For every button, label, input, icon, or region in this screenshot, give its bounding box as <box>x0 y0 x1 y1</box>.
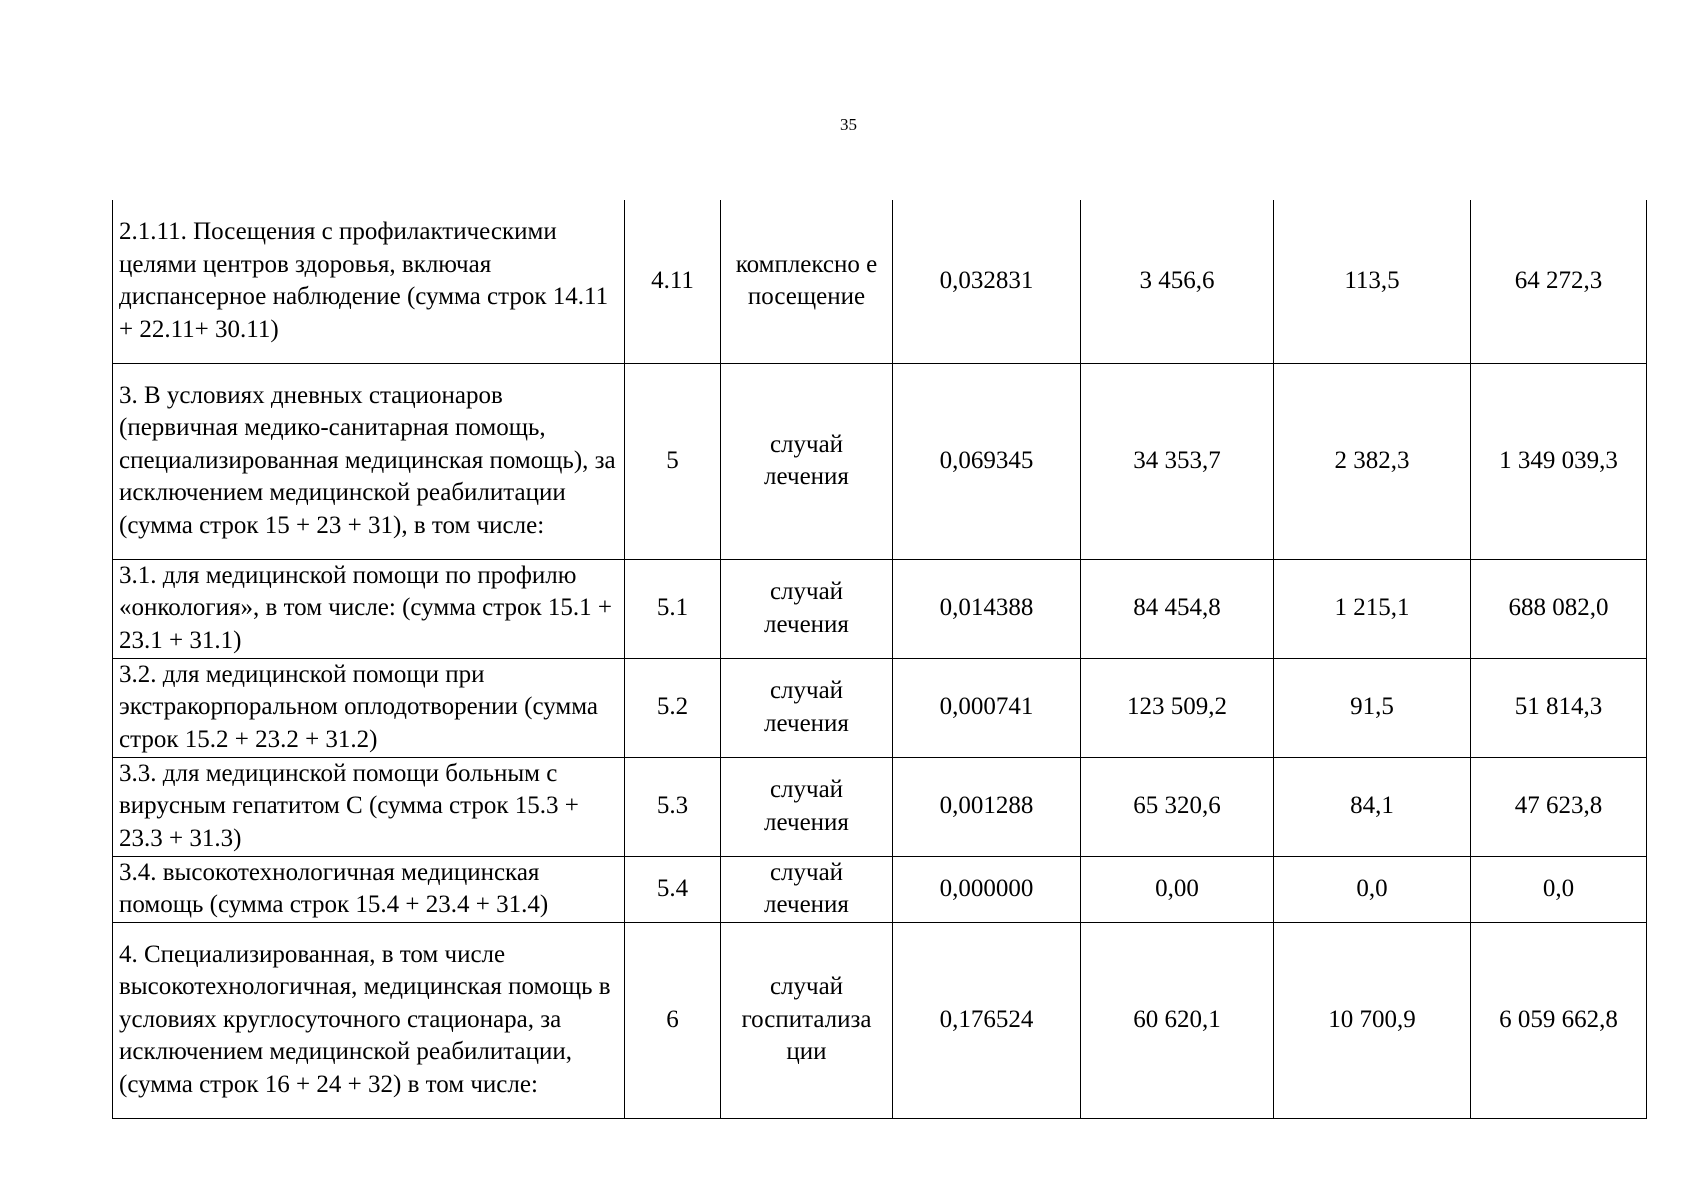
row-value-1: 0,032831 <box>893 200 1081 363</box>
row-number: 6 <box>625 922 721 1118</box>
table-row <box>113 559 1647 658</box>
row-value-3: 2 382,3 <box>1274 363 1471 559</box>
row-number: 5.2 <box>625 658 721 757</box>
row-value-4: 1 349 039,3 <box>1471 363 1647 559</box>
row-value-1: 0,069345 <box>893 363 1081 559</box>
row-value-4: 64 272,3 <box>1471 200 1647 363</box>
row-value-3: 113,5 <box>1274 200 1471 363</box>
page-number: 35 <box>840 115 857 134</box>
row-name: 3.1. для медицинской помощи по профилю «онкология», в том числе: (сумма строк 15.1 + 23.1 + 31.1) <box>113 559 625 658</box>
row-number: 5.4 <box>625 856 721 922</box>
row-value-4: 0,0 <box>1471 856 1647 922</box>
row-number: 4.11 <box>625 200 721 363</box>
row-value-3: 84,1 <box>1274 757 1471 856</box>
table-row <box>113 200 1647 363</box>
row-value-1: 0,000741 <box>893 658 1081 757</box>
row-value-1: 0,176524 <box>893 922 1081 1118</box>
row-name: 4. Специализированная, в том числе высокотехнологичная, медицинская помощь в условиях круглосуточного стационара, за исключением медицинской реабилитации, (сумма строк 16 + 24 + 32) в том числе: <box>113 922 625 1118</box>
row-value-4: 6 059 662,8 <box>1471 922 1647 1118</box>
row-value-4: 688 082,0 <box>1471 559 1647 658</box>
row-value-3: 0,0 <box>1274 856 1471 922</box>
data-table <box>112 200 1647 1119</box>
row-value-1: 0,014388 <box>893 559 1081 658</box>
row-number: 5.3 <box>625 757 721 856</box>
row-value-2: 34 353,7 <box>1081 363 1274 559</box>
row-unit: случай лечения <box>721 363 893 559</box>
row-value-3: 1 215,1 <box>1274 559 1471 658</box>
row-value-2: 60 620,1 <box>1081 922 1274 1118</box>
row-unit: случай лечения <box>721 856 893 922</box>
table-row <box>113 363 1647 559</box>
table-row <box>113 922 1647 1118</box>
table-row <box>113 856 1647 922</box>
table-row <box>113 658 1647 757</box>
row-value-3: 91,5 <box>1274 658 1471 757</box>
row-name: 2.1.11. Посещения с профилактическими целями центров здоровья, включая диспансерное наблюдение (сумма строк 14.11 + 22.11+ 30.11) <box>113 200 625 363</box>
row-value-3: 10 700,9 <box>1274 922 1471 1118</box>
row-name: 3. В условиях дневных стационаров (первичная медико-санитарная помощь, специализированная медицинская помощь), за исключением медицинской реабилитации (сумма строк 15 + 23 + 31), в том числе: <box>113 363 625 559</box>
row-unit: случай госпитализа ции <box>721 922 893 1118</box>
row-unit: случай лечения <box>721 658 893 757</box>
row-value-4: 47 623,8 <box>1471 757 1647 856</box>
row-value-1: 0,001288 <box>893 757 1081 856</box>
row-number: 5.1 <box>625 559 721 658</box>
row-unit: случай лечения <box>721 757 893 856</box>
table-row <box>113 757 1647 856</box>
row-name: 3.3. для медицинской помощи больным с вирусным гепатитом С (сумма строк 15.3 + 23.3 + 31.3) <box>113 757 625 856</box>
row-name: 3.4. высокотехнологичная медицинская помощь (сумма строк 15.4 + 23.4 + 31.4) <box>113 856 625 922</box>
row-value-4: 51 814,3 <box>1471 658 1647 757</box>
row-value-2: 0,00 <box>1081 856 1274 922</box>
row-unit: случай лечения <box>721 559 893 658</box>
row-value-2: 84 454,8 <box>1081 559 1274 658</box>
row-value-2: 3 456,6 <box>1081 200 1274 363</box>
row-value-1: 0,000000 <box>893 856 1081 922</box>
row-value-2: 123 509,2 <box>1081 658 1274 757</box>
row-unit: комплексно е посещение <box>721 200 893 363</box>
row-name: 3.2. для медицинской помощи при экстракорпоральном оплодотворении (сумма строк 15.2 + 23.2 + 31.2) <box>113 658 625 757</box>
row-value-2: 65 320,6 <box>1081 757 1274 856</box>
row-number: 5 <box>625 363 721 559</box>
